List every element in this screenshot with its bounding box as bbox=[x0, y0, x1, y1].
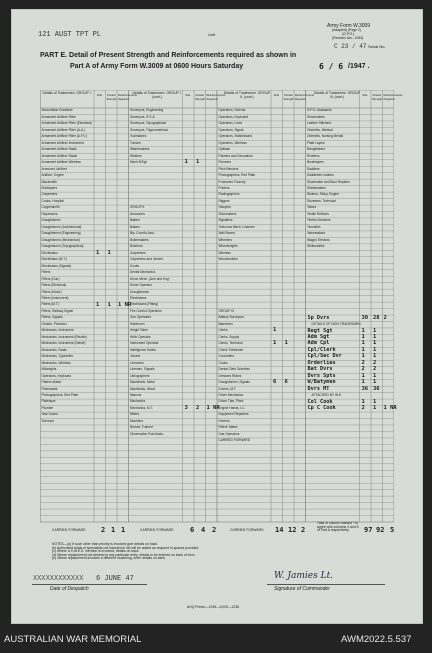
row-label: Plate Layers bbox=[307, 140, 325, 145]
row-label: Lithographers bbox=[130, 373, 150, 378]
row-label: Electricians (M.T.) bbox=[41, 257, 67, 262]
signature-label: Signature of Commander bbox=[274, 586, 330, 592]
row-label: Dental Clerk Orderlies bbox=[218, 367, 250, 372]
row-label: Fire Control Operators bbox=[130, 308, 162, 313]
row-label: Clerks, Supply bbox=[218, 334, 240, 339]
row-label: Armourers bbox=[130, 211, 145, 216]
hand-value: 1 NR bbox=[383, 405, 397, 412]
note-line: (e) Where replacement involves a different mustering, enter details on back. bbox=[52, 556, 166, 561]
row-label: Shoemakers bbox=[307, 114, 325, 119]
totals-c1-posted: 1 bbox=[111, 526, 116, 534]
row-label: Printers bbox=[218, 186, 230, 191]
row-label: Armament Artificer Radar bbox=[41, 153, 78, 158]
hand-value: 36 bbox=[361, 385, 369, 392]
row-label: Draughtsmen bbox=[41, 218, 61, 223]
totals-c4-we: 97 bbox=[364, 526, 373, 534]
row-label: Saw Doctor bbox=[41, 412, 58, 417]
row-label: Farriers bbox=[218, 418, 230, 423]
hand-label: Dvrs MT bbox=[307, 385, 330, 392]
column-subhead: Posted Strength bbox=[372, 94, 383, 101]
row-label: Ammunition Examiner bbox=[41, 108, 73, 113]
row-label: Draughtsmen, Signals bbox=[218, 380, 250, 385]
row-label: Instrument Operator bbox=[130, 341, 159, 346]
row-label: Surveyors, Trigonometrical bbox=[130, 127, 168, 132]
row-label: Mechanics, Wireless bbox=[41, 360, 71, 365]
row-label: Wall Borers bbox=[218, 231, 235, 236]
form-name: Army Form W.3009 bbox=[327, 23, 371, 29]
hand-value: 1 bbox=[373, 405, 377, 412]
row-label: Carpenters bbox=[130, 250, 146, 255]
row-label: Radiographers bbox=[218, 192, 240, 197]
row-label: Operators, Switchboard bbox=[218, 134, 252, 139]
despatch-date: 6 JUNE 47 bbox=[96, 575, 134, 583]
hand-label: Cp C Cook bbox=[307, 405, 336, 412]
row-label: Operators, Kinema bbox=[218, 108, 246, 113]
row-label: Wagon Erectors bbox=[307, 237, 330, 242]
totals-c3-we: 14 bbox=[275, 526, 284, 534]
hand-value: 1 bbox=[107, 301, 111, 308]
row-label: Textile Refiners bbox=[307, 211, 329, 216]
row-label: CARRIED FORWARD bbox=[218, 438, 251, 443]
row-label: Dispensers bbox=[41, 211, 58, 216]
title-year: /1947 . bbox=[348, 63, 370, 70]
column-subhead: Reinforcements Required bbox=[118, 94, 137, 101]
row-label: Surveyors, Engineering bbox=[130, 108, 164, 113]
column-subhead: Reinforcements Required bbox=[206, 94, 226, 101]
row-label: Armament Artificer Fitter bbox=[41, 114, 76, 119]
hand-value: 6 bbox=[284, 379, 288, 386]
unit-typed: 121 AUST TPT PL bbox=[38, 31, 102, 39]
row-label: Surveyors, Topographical bbox=[130, 121, 166, 126]
row-label: Observation Post Assts. bbox=[130, 431, 164, 436]
row-label: Dental Mechanics bbox=[130, 270, 156, 275]
hand-value: 1 bbox=[284, 340, 288, 347]
row-label: Moulders bbox=[130, 418, 144, 423]
row-label: Artificer, Engine bbox=[41, 173, 64, 178]
hand-label: Sp Dvrs bbox=[307, 314, 330, 321]
form-sheet bbox=[12, 10, 422, 623]
row-label: Operators, Keyboard bbox=[218, 114, 249, 119]
totals-label-3: CARRIED FORWARD bbox=[230, 528, 264, 532]
row-label: Timber Dressers bbox=[307, 218, 331, 223]
archive-caption-bar bbox=[0, 626, 432, 653]
row-label: Pharmacist bbox=[41, 386, 58, 391]
hand-value: 2 bbox=[373, 359, 377, 366]
hand-value: 1 bbox=[96, 249, 100, 256]
hand-value: 1 bbox=[373, 379, 377, 386]
row-label: Linesmen bbox=[130, 360, 144, 365]
row-label: Orderlies, Medical bbox=[307, 127, 333, 132]
row-label: Carpenters bbox=[41, 192, 58, 197]
hand-value: 1 NR bbox=[118, 301, 132, 308]
row-label: Driver Tpte, Plant bbox=[218, 399, 244, 404]
caption-left: AUSTRALIAN WAR MEMORIAL bbox=[4, 634, 142, 645]
row-label: Fitters (M.T.) bbox=[41, 302, 60, 307]
commander-signature: W. Jamies Lt. bbox=[274, 571, 334, 581]
row-label: Bakers bbox=[130, 224, 140, 229]
row-label: Shoemaker and Boot Repairer bbox=[307, 179, 351, 184]
row-label: Plumber bbox=[41, 405, 54, 410]
totals-c4-posted: 92 bbox=[376, 526, 385, 534]
despatch-label: Date of Despatch bbox=[50, 586, 89, 592]
row-label: Engine Hands, I.C. bbox=[218, 405, 246, 410]
row-label: Armament Artificer Instrument bbox=[41, 140, 84, 145]
col4-head: Details of Tradesmen. GROUP III. (cont.) bbox=[313, 91, 361, 99]
row-label: Mech B/Sgt bbox=[130, 160, 147, 165]
row-label: Tailors bbox=[307, 205, 317, 210]
hand-value: 1 bbox=[196, 159, 200, 166]
row-label: Boilermakers bbox=[130, 237, 149, 242]
despatch-strike: XXXXXXXXXXXX bbox=[33, 575, 84, 583]
row-label: Photographers, Red Plate bbox=[218, 173, 256, 178]
row-label: Fitters (Electrical) bbox=[41, 283, 67, 288]
row-label: Optician bbox=[218, 147, 231, 152]
row-label: Rangetakers bbox=[307, 147, 326, 152]
note-line: (d) Where replacement not desired in any particular entry, details to be entered on back of form. bbox=[52, 552, 196, 557]
row-label: Electricians bbox=[130, 295, 147, 300]
totals-c4-label: Total of column marked * to agree with columns 4 and 5 of Part A respectively. bbox=[317, 521, 359, 533]
row-label: Masons bbox=[130, 393, 142, 398]
hand-value: 30 bbox=[361, 314, 369, 321]
hand-value: 1 bbox=[273, 340, 277, 347]
row-label: Signallers bbox=[218, 218, 233, 223]
row-label: Brushlayers bbox=[307, 160, 324, 165]
note-line: (c) Where a S.W.E.S. mention is involved, details on back. bbox=[52, 549, 140, 554]
hand-label: Regt Sgt bbox=[307, 327, 333, 334]
row-label: Batchmen bbox=[218, 321, 233, 326]
totals-c3-posted: 12 bbox=[288, 526, 297, 534]
row-label: Sawyers bbox=[218, 205, 231, 210]
row-label: Wireless bbox=[218, 250, 231, 255]
column-subhead: W.E. bbox=[96, 94, 103, 97]
hand-value: 36 bbox=[373, 385, 380, 392]
row-label: Grinder, Precision bbox=[41, 321, 67, 326]
row-label: Stokers, Stoky, Engine bbox=[307, 192, 340, 197]
row-label: Saddletree makers bbox=[307, 173, 334, 178]
column-subhead: Reinforcements Required bbox=[295, 94, 314, 101]
row-label: Clerks, Technical bbox=[218, 341, 243, 346]
row-label: Armament Artificer Wireless bbox=[41, 160, 81, 165]
hand-value: 1 NR bbox=[206, 405, 220, 412]
row-label: Woodworkers bbox=[218, 257, 238, 262]
row-label: Joiners bbox=[130, 354, 141, 359]
row-label: Fitters, Signals bbox=[41, 315, 63, 320]
row-label: Cooks, Hospital bbox=[41, 198, 64, 203]
row-label: Gun Operators bbox=[130, 315, 152, 320]
row-label: Electricians (Signals) bbox=[41, 263, 72, 268]
hand-label: Bat Dvrs bbox=[307, 366, 333, 373]
row-label: Machinists, Wood bbox=[130, 386, 156, 391]
column-subhead: Posted Strength bbox=[195, 94, 206, 101]
hand-value: 2 bbox=[373, 366, 377, 373]
hand-value: 6 bbox=[273, 379, 277, 386]
totals-c2-we: 6 bbox=[190, 526, 195, 534]
hand-value: 1 bbox=[361, 398, 365, 405]
row-label: Turners bbox=[130, 140, 141, 145]
row-label: Mechanics, Instrument bbox=[41, 328, 74, 333]
row-label: Mechanics, Instrument (Electric) bbox=[41, 334, 88, 339]
row-label: Saddlers bbox=[307, 166, 320, 171]
row-label: Armament Artificer Fitter (A.A.) bbox=[41, 127, 85, 132]
row-label: Drivers, M.T. bbox=[218, 386, 237, 391]
row-label: Pitch Benders bbox=[218, 166, 239, 171]
row-label: Fitters (Instrument) bbox=[41, 295, 69, 300]
totals-c1-req: 1 bbox=[121, 526, 126, 534]
row-label: Photographers, Red Plate bbox=[41, 393, 79, 398]
caption-right: AWM2022.5.537 bbox=[341, 634, 412, 645]
row-label: Mechanics, Radio bbox=[41, 347, 67, 352]
col2-head: Details of Tradesmen. GROUP I. (cont.) bbox=[132, 91, 182, 99]
row-label: Draughtsmen (Mechanical) bbox=[41, 237, 80, 242]
column-subhead: W.E. bbox=[362, 94, 369, 97]
hand-value: 1 bbox=[373, 398, 377, 405]
hand-value: 1 bbox=[373, 353, 377, 360]
row-label: Bricklayers bbox=[41, 186, 58, 191]
row-label: Draughtsmen bbox=[130, 289, 150, 294]
hand-value: 3 bbox=[184, 405, 188, 412]
hand-label: Adm Sgt bbox=[307, 334, 330, 340]
totals-c1-we: 2 bbox=[101, 526, 106, 534]
row-label: Producers Foundry bbox=[218, 179, 246, 184]
date-stamp: C 23 / 47 bbox=[334, 43, 367, 50]
row-label: Leather Stitchers bbox=[307, 121, 332, 126]
row-label: Armourer, Artificer bbox=[41, 166, 68, 171]
row-label: Wheelers bbox=[218, 237, 232, 242]
title-line-1: PART E. Detail of Present Strength and Reinforcements required as shown in bbox=[40, 52, 297, 59]
hand-value: 1 bbox=[361, 353, 365, 360]
row-label: Blacksmith bbox=[41, 179, 57, 184]
hand-value: 1 bbox=[373, 340, 377, 347]
section-heading: ATTACHED BY W.E. bbox=[311, 392, 342, 397]
title-date: 6 / 6 bbox=[319, 62, 344, 71]
row-label: GROUP III. bbox=[218, 308, 235, 313]
column-subhead: Reinforcements Required bbox=[383, 94, 403, 101]
row-label: GROUP II. bbox=[130, 205, 146, 210]
row-label: Armament Artificer Fitter (A.F.V.) bbox=[41, 134, 88, 139]
row-label: Fitters, Railway Signal bbox=[41, 308, 74, 313]
column-subhead: Posted Strength bbox=[106, 94, 117, 101]
row-label: Gas Operators bbox=[218, 431, 240, 436]
hand-value: 1 bbox=[373, 372, 377, 379]
form-revised: (Revised Jan., 1943) bbox=[332, 36, 364, 40]
row-label: Clerks bbox=[218, 328, 228, 333]
form-adapted: (Adapted) (Page 2) bbox=[332, 28, 361, 32]
hand-value: 2 bbox=[361, 359, 365, 366]
row-label: Painters and Decorators bbox=[218, 153, 253, 158]
row-label: Hatchmen bbox=[130, 321, 145, 326]
row-label: Coppersmith bbox=[41, 205, 60, 210]
row-label: Driver Operator bbox=[130, 283, 152, 288]
hand-value: 28 bbox=[373, 314, 380, 321]
hand-value: 1 bbox=[184, 159, 188, 166]
totals-c2-posted: 4 bbox=[201, 526, 206, 534]
row-label: Millers bbox=[130, 412, 140, 417]
row-label: Welders bbox=[130, 153, 142, 158]
row-label: Mechanics bbox=[130, 399, 146, 404]
row-label: Mechanics, Typewriter bbox=[41, 354, 74, 359]
hand-value: 1 bbox=[361, 327, 365, 334]
hand-value: 2 bbox=[383, 314, 387, 321]
totals-c2-req: 2 bbox=[212, 526, 217, 534]
column-subhead: W.E. bbox=[273, 94, 280, 97]
row-label: Pattern Maker bbox=[41, 380, 62, 385]
row-label: Carpenters and Joiners bbox=[130, 257, 164, 262]
hand-value: 1 bbox=[273, 327, 277, 334]
hand-value: 1 bbox=[373, 346, 377, 353]
strength-table bbox=[40, 90, 403, 530]
serial-label: Serial No. bbox=[368, 44, 386, 49]
hand-label: Cpl/Sec Dvr bbox=[307, 353, 342, 360]
hand-label: Cpl/Clerk bbox=[307, 346, 336, 353]
hand-value: 1 bbox=[107, 249, 111, 256]
row-label: Intelligence Duties bbox=[130, 347, 157, 352]
row-label: Surveyors, R.S.A. bbox=[130, 114, 156, 119]
hand-value: 1 bbox=[373, 334, 377, 340]
totals-label-2: CARRIED FORWARD bbox=[140, 528, 174, 532]
row-label: Height Taker bbox=[130, 328, 148, 333]
row-label: Riggers bbox=[218, 198, 230, 203]
notes-block bbox=[52, 543, 392, 561]
hand-value: 1 bbox=[373, 327, 377, 334]
row-label: Concreters bbox=[218, 354, 235, 359]
col3-head: Details of Tradesmen. GROUP II. (cont.) bbox=[223, 91, 271, 99]
column-subhead: W.E. bbox=[185, 94, 192, 97]
row-label: Draughtsmen (Topographical) bbox=[41, 244, 84, 249]
row-label: Millwrights bbox=[41, 367, 57, 372]
row-label: Battery Surveyors bbox=[218, 315, 244, 320]
totals-label-1: CARRIED FORWARD bbox=[52, 528, 86, 532]
row-label: Surveyor bbox=[41, 418, 55, 423]
hand-label: W/Batymen bbox=[307, 379, 336, 386]
section-heading: DETAILS OF NON-TRADESMEN. bbox=[311, 321, 362, 326]
hand-value: 1 bbox=[361, 334, 365, 340]
hand-value: 1 bbox=[361, 340, 365, 347]
row-label: Machinists, Metal bbox=[130, 380, 155, 385]
row-label: Driver Mechanics bbox=[218, 393, 244, 398]
row-label: Fitters (Motor) bbox=[41, 289, 62, 294]
hand-label: Orderlies bbox=[307, 359, 336, 366]
row-label: Nurses, Trained bbox=[130, 425, 153, 430]
row-label: Butchers bbox=[130, 244, 143, 249]
hand-value: 1 bbox=[96, 301, 100, 308]
hand-value: 2 bbox=[361, 366, 365, 373]
row-label: Check Tribesmen bbox=[218, 347, 244, 352]
hand-label: Dvrs Spts bbox=[307, 372, 336, 379]
row-label: Draughtsmen (Architectural) bbox=[41, 224, 82, 229]
row-label: Valvemakers bbox=[307, 231, 326, 236]
hand-value: 2 bbox=[361, 405, 365, 412]
form-codes: (G.P.O.) bbox=[342, 32, 355, 36]
note-line: NOTES—(a) If such other than priority is involved give details on back. bbox=[52, 542, 158, 546]
hand-label: Adm Cpl bbox=[307, 340, 330, 347]
totals-c4-req: 5 bbox=[390, 526, 395, 534]
note-line: (b) Authorised totals of specialists not included in list will be added as required in spaces provided. bbox=[52, 545, 200, 550]
row-label: Mechanics, Instrument (Diesel) bbox=[41, 341, 86, 346]
totals-c3-req: 2 bbox=[301, 526, 306, 534]
row-label: Helio Operator bbox=[130, 334, 151, 339]
row-label: Toolmakers bbox=[130, 134, 147, 139]
row-label: Operators, Wireless bbox=[218, 140, 247, 145]
printer-line: AHQ Printer—1945—5,000—1238 bbox=[187, 605, 240, 609]
row-label: Rivetters bbox=[307, 153, 320, 158]
row-label: Fitters' Mates bbox=[218, 425, 238, 430]
title-line-2: Part A of Army Form W.3009 at 0600 Hours Saturday bbox=[70, 63, 244, 70]
row-label: Fitters bbox=[41, 270, 51, 275]
table-rules bbox=[40, 90, 403, 530]
row-label: Fitters (Gun) bbox=[41, 276, 60, 281]
row-label: Operators, Lines bbox=[218, 121, 243, 126]
row-label: Storemen, Technical bbox=[307, 198, 336, 203]
row-label: Cooks bbox=[130, 263, 140, 268]
hand-value: 1 bbox=[361, 346, 365, 353]
hand-value: 2 bbox=[196, 405, 200, 412]
row-label: Equipment Repairers bbox=[218, 412, 249, 417]
row-label: Armament Artificer Radio bbox=[41, 147, 77, 152]
row-label: Operators, Signal bbox=[218, 127, 244, 132]
hand-value: 1 bbox=[361, 372, 365, 379]
hand-value: 1 bbox=[361, 379, 365, 386]
despatch-line bbox=[32, 584, 147, 585]
row-label: Operators, Keyboard bbox=[41, 373, 72, 378]
row-label: Bty. Comd's Asst. bbox=[130, 231, 155, 236]
row-label: Wheelwrights bbox=[218, 244, 238, 249]
row-label: Linemen, Signals bbox=[130, 367, 155, 372]
row-label: Watchmakers bbox=[130, 147, 150, 152]
column-subhead: Posted Strength bbox=[283, 94, 294, 101]
hand-label: Col Cook bbox=[307, 398, 333, 405]
row-label: Sheetmakers bbox=[307, 186, 326, 191]
row-label: Armament Artificer Fitter (Electrical) bbox=[41, 121, 92, 126]
row-label: Orderlies, Nursing Mental bbox=[307, 134, 344, 139]
row-label: Cooks bbox=[218, 360, 228, 365]
row-label: G.P.O. Assistants bbox=[307, 108, 332, 113]
row-label: Tinsmiths bbox=[307, 224, 321, 229]
row-label: Electricians bbox=[41, 250, 58, 255]
row-label: Telecoms Mech. Linemen bbox=[218, 224, 255, 229]
row-label: Shoemakers bbox=[218, 211, 237, 216]
row-label: Electricians (Fitting) bbox=[130, 302, 158, 307]
signature-line bbox=[267, 584, 385, 585]
row-label: Whitesmiths bbox=[307, 244, 325, 249]
row-label: Driver Mech. (Arm and Hvy) bbox=[130, 276, 170, 281]
row-label: Platelayer bbox=[41, 399, 56, 404]
row-label: Mechanics, M.T. bbox=[130, 405, 154, 410]
col1-head: Details of Tradesmen. GROUP I. bbox=[42, 91, 92, 95]
row-label: Draughtsmen (Engineering) bbox=[41, 231, 81, 236]
row-label: Dressers Riders bbox=[218, 373, 242, 378]
row-label: Bakers bbox=[130, 218, 140, 223]
unit-label: Unit bbox=[208, 32, 216, 37]
row-label: Pioneers bbox=[218, 160, 232, 165]
